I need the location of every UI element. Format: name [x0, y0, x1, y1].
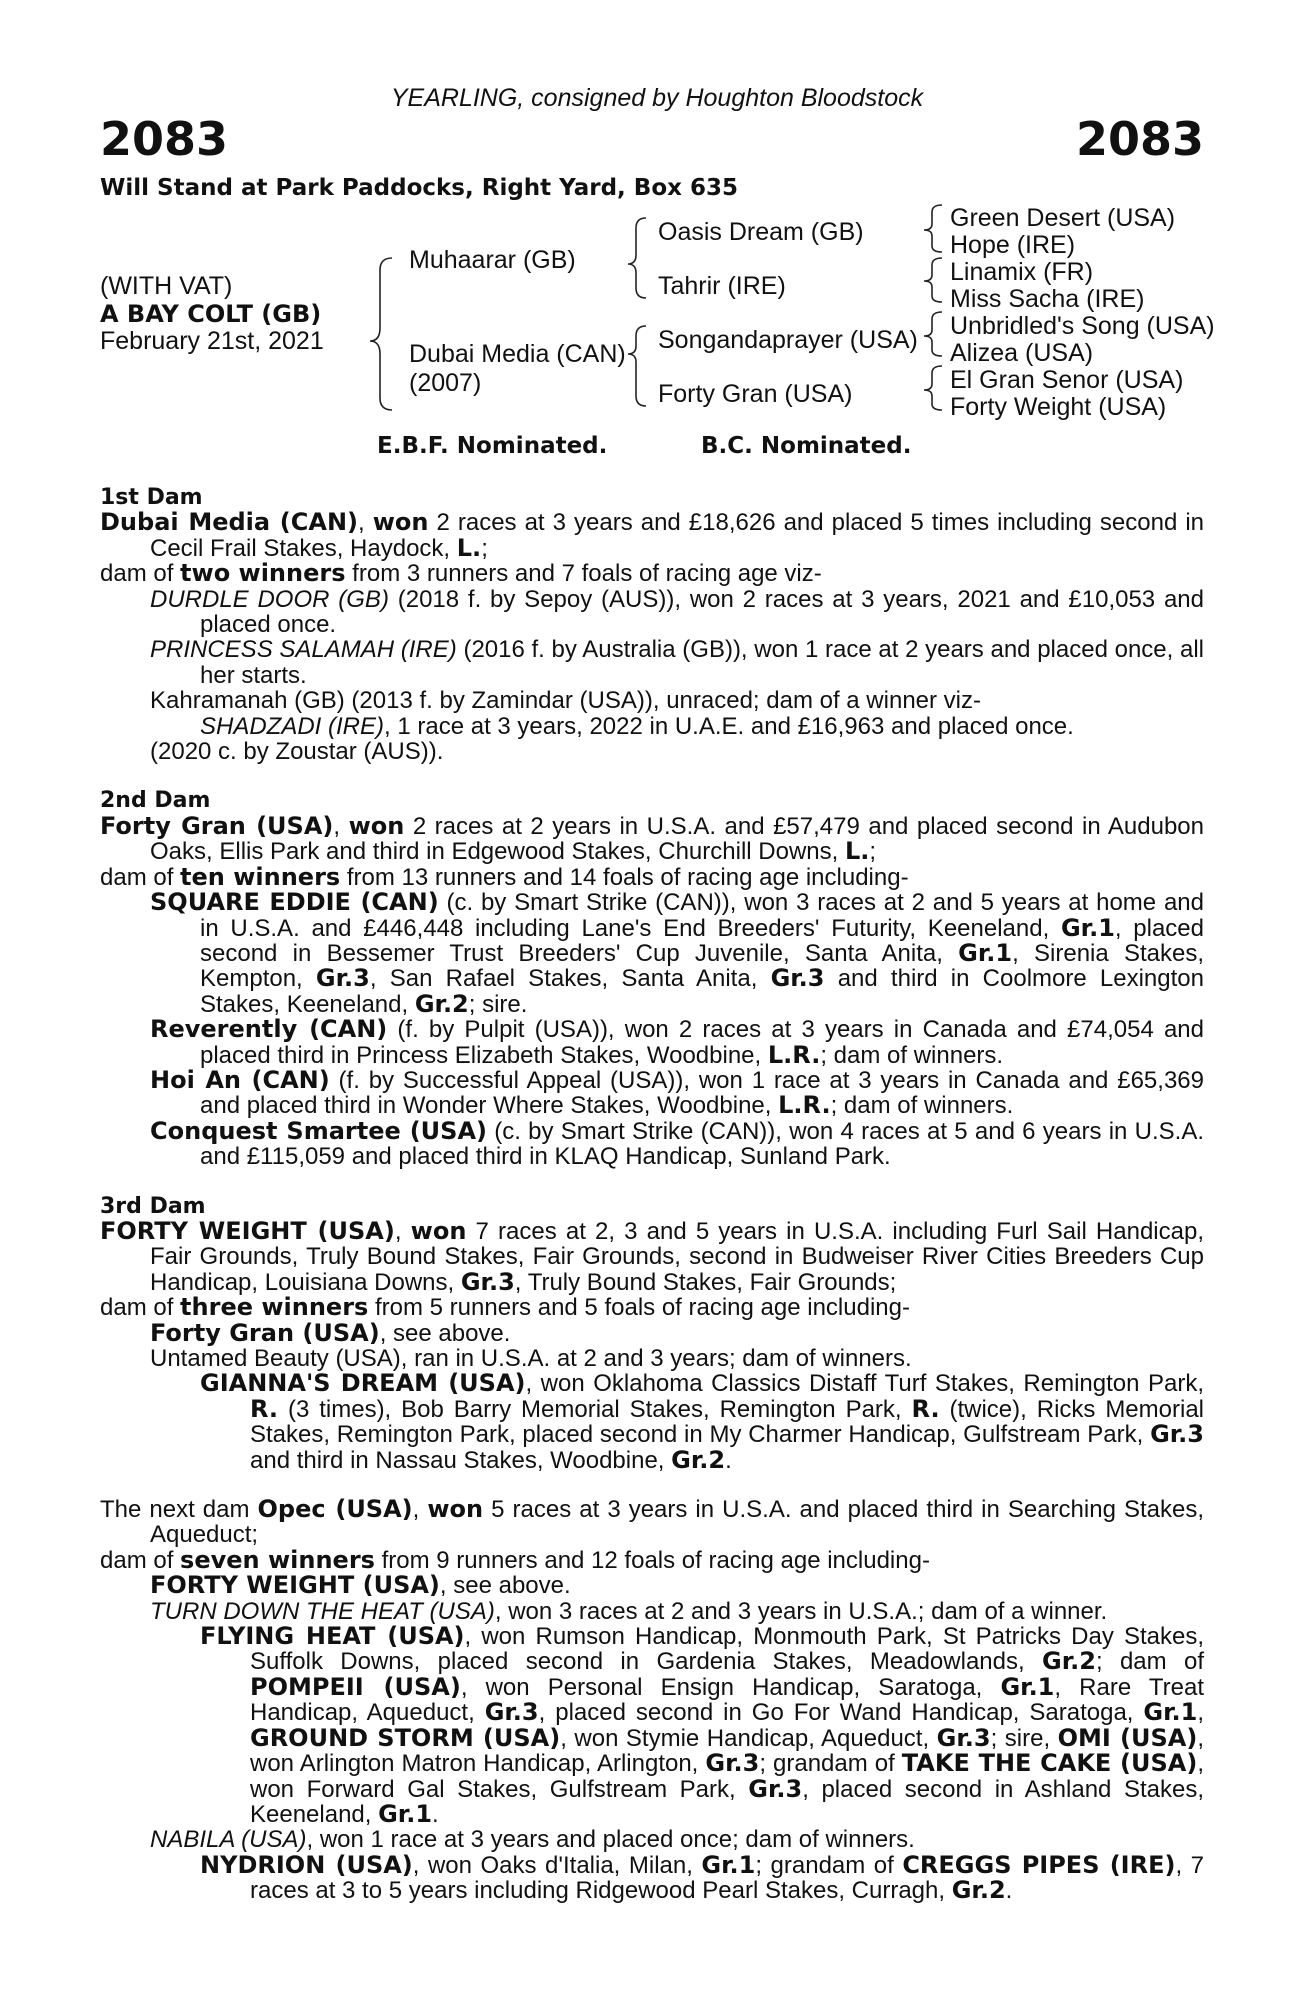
third-dam-name: FORTY WEIGHT (USA) — [100, 1216, 395, 1245]
ancestor-sds: Linamix (FR) — [950, 258, 1094, 286]
produce-entry — [100, 1624, 1204, 1827]
produce-text: , see above. — [439, 1572, 571, 1600]
produce-text: . — [432, 1800, 439, 1828]
winners-count: seven winners — [180, 1545, 375, 1574]
brace-ds — [924, 312, 942, 356]
produce-text: , Rare Treat Handicap, Aqueduct, — [250, 1673, 1205, 1727]
restricted-label: R. — [911, 1394, 940, 1423]
ancestor-sss: Green Desert (USA) — [950, 204, 1176, 232]
produce-entry — [100, 1850, 1204, 1905]
grade-label: Gr.3 — [1150, 1420, 1204, 1449]
grade-label: Gr.3 — [460, 1267, 515, 1296]
ancestor-dss: Unbridled's Song (USA) — [950, 312, 1215, 340]
produce-entry: Kahramanah (GB) (2013 f. by Zamindar (USA)), unraced; dam of a winner viz- — [150, 687, 981, 715]
ancestor-dsd: Alizea (USA) — [950, 339, 1094, 367]
first-dam-record-text: 2 races at 3 years and £18,626 and placed 5 times including second in Cecil Frail Stakes, Haydock, — [150, 509, 1204, 562]
produce-name: CREGGS PIPES (IRE) — [902, 1850, 1176, 1879]
produce-text: ; sire. — [468, 990, 528, 1018]
won-label: won — [348, 811, 405, 840]
bc-nominated: B.C. Nominated. — [701, 433, 912, 459]
dam-of: dam of — [100, 863, 181, 891]
produce-text: (f. by Pulpit (USA)), won 2 races at 3 years in Canada and £74,054 and placed third in Princess Elizabeth Stakes, Woodbine, — [200, 1016, 1204, 1069]
next-dam-record: The next dam Opec (USA), won 5 races at 3 years in U.S.A. and placed third in Searching Stakes, Aqueduct; — [100, 1495, 1204, 1549]
produce-entry — [100, 890, 1204, 1017]
produce-name: SQUARE EDDIE (CAN) — [150, 888, 439, 917]
dam-of: dam of — [100, 1546, 181, 1574]
sire: Muhaarar (GB) — [409, 246, 576, 274]
produce-name: GIANNA'S DREAM (USA) — [200, 1369, 526, 1398]
produce-name: Forty Gran (USA) — [150, 1318, 380, 1347]
lot-number-left: 2083 — [100, 112, 229, 166]
grade-label: Gr.1 — [378, 1799, 433, 1828]
produce-text: , placed second in Go For Wand Handicap, Saratoga, — [538, 1699, 1144, 1727]
record-text: 2 races at 2 years in U.S.A. and £57,479 and placed second in Audubon Oaks, Ellis Park and third in Edgewood Stakes, Churchill Downs, — [150, 812, 1204, 866]
first-dam-name: Dubai Media (CAN) — [100, 508, 359, 537]
produce-text: (f. by Successful Appeal (USA)), won 1 race at 3 years in Canada and £65,369 and placed third in Wonder Where Stakes, Woodbine, — [200, 1066, 1204, 1120]
produce-text: ; grandam of — [759, 1750, 902, 1778]
record-end: ; — [481, 534, 488, 562]
produce-text: . — [725, 1446, 732, 1474]
produce-text: , placed second in Ashland Stakes, Keeneland, — [250, 1775, 1205, 1828]
produce-text: ; dam of winners. — [820, 1041, 1004, 1069]
standing-location: Will Stand at Park Paddocks, Right Yard, Box 635 — [100, 175, 738, 201]
catalogue-body — [100, 485, 1204, 1904]
grade-label: Gr.1 — [1143, 1698, 1198, 1727]
won-label: won — [410, 1216, 467, 1245]
won-label: won — [372, 508, 429, 537]
produce-text: , won Oklahoma Classics Distaff Turf Stakes, Remington Park, — [525, 1370, 1204, 1398]
grade-label: Gr.2 — [671, 1445, 726, 1474]
grade-label: Gr.1 — [701, 1850, 756, 1879]
foaling-date: February 21st, 2021 — [100, 327, 324, 355]
produce-text: (twice), Ricks Memorial Stakes, Remington Park, placed second in My Charmer Handicap, Gulfstream Park, — [250, 1395, 1205, 1449]
dam-of: dam of — [100, 560, 181, 588]
produce-text: , won Stymie Handicap, Aqueduct, — [560, 1724, 937, 1752]
consignment-line: YEARLING, consigned by Houghton Bloodstock — [390, 84, 924, 112]
produce-text: , San Rafael Stakes, Santa Anita, — [369, 965, 771, 993]
listed-label: L. — [456, 533, 482, 562]
ebf-nominated: E.B.F. Nominated. — [377, 433, 608, 459]
produce-text: (3 times), Bob Barry Memorial Stakes, Remington Park, — [278, 1395, 912, 1423]
produce-text: ; grandam of — [755, 1851, 903, 1879]
produce-entry — [100, 1599, 1204, 1624]
third-dam-produce-summary — [100, 1295, 1204, 1320]
dam-dam: Forty Gran (USA) — [658, 380, 853, 408]
foals-summary: from 5 runners and 5 foals of racing age including- — [368, 1294, 910, 1322]
produce-text: , won Personal Ensign Handicap, Saratoga, — [460, 1673, 1001, 1701]
produce-text: , 1 race at 3 years, 2022 in U.A.E. and £16,963 and placed once. — [384, 712, 1074, 740]
produce-name: TAKE THE CAKE (USA) — [901, 1749, 1198, 1778]
produce-text: , — [1197, 1699, 1204, 1727]
winners-count: ten winners — [180, 862, 341, 891]
produce-entry — [100, 1371, 1204, 1473]
listed-label: L.R. — [778, 1091, 831, 1120]
produce-entry — [100, 714, 1204, 739]
produce-name: FLYING HEAT (USA) — [200, 1622, 465, 1651]
produce-text: , see above. — [379, 1319, 511, 1347]
second-dam-record: Forty Gran (USA), won 2 races at 2 years in U.S.A. and £57,479 and placed second in Audubon Oaks, Ellis Park and third in Edgewood Stakes, Churchill Downs, L.; — [100, 811, 1204, 866]
produce-text: and third in Coolmore Lexington Stakes, Keeneland, — [200, 965, 1204, 1018]
dam-of: dam of — [100, 1294, 181, 1322]
grade-label: Gr.3 — [315, 964, 370, 993]
produce-name: SHADZADI (IRE) — [200, 712, 385, 740]
first-dam-heading: 1st Dam — [100, 485, 203, 510]
produce-name: GROUND STORM (USA) — [250, 1723, 561, 1752]
produce-name: POMPEII (USA) — [250, 1672, 461, 1701]
produce-text: ; sire, — [990, 1724, 1058, 1752]
produce-entry: (2020 c. by Zoustar (AUS)). — [150, 738, 444, 766]
produce-name: DURDLE DOOR (GB) — [150, 585, 389, 613]
foals-summary: from 3 runners and 7 foals of racing age viz- — [345, 560, 822, 588]
brace-main — [370, 258, 392, 410]
winners-count: three winners — [180, 1293, 369, 1322]
second-dam-produce-summary — [100, 862, 1204, 891]
won-label: won — [427, 1495, 484, 1524]
grade-label: Gr.3 — [705, 1749, 760, 1778]
winners-count: two winners — [180, 559, 346, 588]
brace-ss — [924, 205, 942, 252]
next-dam-intro: The next dam — [100, 1496, 258, 1524]
ancestor-dds: El Gran Senor (USA) — [950, 366, 1184, 394]
produce-name: Hoi An (CAN) — [150, 1065, 330, 1094]
grade-label: Gr.1 — [958, 938, 1013, 967]
produce-text: . — [1005, 1877, 1013, 1905]
brace-sd — [924, 258, 942, 302]
produce-text: , 7 races at 3 to 5 years including Ridgewood Pearl Stakes, Curragh, — [250, 1851, 1204, 1905]
ancestor-ddd: Forty Weight (USA) — [950, 393, 1167, 421]
next-dam-name: Opec (USA) — [257, 1495, 413, 1524]
produce-text: (c. by Smart Strike (CAN)), won 3 races at 2 and 5 years at home and in U.S.A. and £446,448 including Lane's End Breeders' Futurity, Keeneland, — [200, 889, 1204, 942]
produce-entry — [100, 1318, 1204, 1347]
produce-name: NABILA (USA) — [150, 1826, 307, 1854]
lot-name: A BAY COLT (GB) — [100, 300, 322, 328]
produce-text: ; dam of — [1095, 1648, 1204, 1676]
grade-label: Gr.3 — [936, 1723, 991, 1752]
dam: Dubai Media (CAN) — [409, 340, 626, 368]
produce-text: , won Forward Gal Stakes, Gulfstream Park, — [250, 1750, 1204, 1803]
produce-text: and third in Nassau Stakes, Woodbine, — [250, 1446, 672, 1474]
produce-entry — [100, 1065, 1204, 1120]
produce-name: NYDRION (USA) — [200, 1850, 413, 1879]
produce-entry — [100, 587, 1204, 638]
first-dam-record: Dubai Media (CAN), won 2 races at 3 years and £18,626 and placed 5 times including second in Cecil Frail Stakes, Haydock, L.; — [100, 508, 1204, 562]
second-dam-heading: 2nd Dam — [100, 788, 211, 814]
produce-text: , won 1 race at 3 years and placed once; dam of winners. — [306, 1826, 915, 1854]
grade-label: Gr.2 — [951, 1876, 1006, 1905]
second-dam-name: Forty Gran (USA) — [100, 811, 334, 840]
produce-text: ; dam of winners. — [830, 1092, 1014, 1120]
listed-label: L. — [844, 837, 870, 866]
grade-label: Gr.2 — [414, 989, 469, 1018]
grade-label: Gr.3 — [484, 1698, 539, 1727]
restricted-label: R. — [250, 1394, 279, 1423]
grade-label: Gr.1 — [1060, 913, 1115, 942]
sire-dam: Tahrir (IRE) — [658, 272, 786, 300]
sire-sire: Oasis Dream (GB) — [658, 218, 864, 246]
produce-text: , Sirenia Stakes, Kempton, — [200, 939, 1204, 993]
produce-entry — [100, 1017, 1204, 1068]
next-dam-produce-summary — [100, 1545, 1204, 1574]
produce-name: PRINCESS SALAMAH (IRE) — [150, 636, 457, 664]
produce-name: TURN DOWN THE HEAT (USA) — [150, 1597, 495, 1625]
foals-summary: from 9 runners and 12 foals of racing age including- — [374, 1546, 930, 1574]
produce-name: Conquest Smartee (USA) — [150, 1116, 488, 1145]
produce-text: , won 3 races at 2 and 3 years in U.S.A.; dam of a winner. — [494, 1597, 1108, 1625]
grade-label: Gr.3 — [748, 1774, 803, 1803]
brace-dam — [628, 326, 646, 406]
produce-entry — [100, 637, 1204, 688]
produce-entry — [100, 1116, 1205, 1171]
grade-label: Gr.1 — [1000, 1672, 1055, 1701]
record-text: , Truly Bound Stakes, Fair Grounds; — [514, 1268, 897, 1296]
dam-year: (2007) — [409, 369, 482, 397]
dam-sire: Songandaprayer (USA) — [658, 326, 918, 354]
third-dam-heading: 3rd Dam — [100, 1193, 206, 1219]
produce-name: FORTY WEIGHT (USA) — [150, 1571, 440, 1600]
record-end: ; — [869, 838, 877, 866]
lot-number-right: 2083 — [1075, 112, 1204, 166]
produce-text: , won Rumson Handicap, Monmouth Park, St Patricks Day Stakes, Suffolk Downs, placed second in Gardenia Stakes, Meadowlands, — [250, 1623, 1204, 1676]
record-text: 7 races at 2, 3 and 5 years in U.S.A. including Furl Sail Handicap, Fair Grounds, Truly Bound Stakes, Fair Grounds, second in Budweiser River Cities Breeders Cup Handicap, Louisiana Downs, — [150, 1217, 1204, 1296]
produce-entry: Untamed Beauty (USA), ran in U.S.A. at 2 and 3 years; dam of winners. — [150, 1345, 912, 1372]
foals-summary: from 13 runners and 14 foals of racing age including- — [340, 863, 909, 891]
grade-label: Gr.3 — [770, 964, 825, 993]
listed-label: L.R. — [767, 1040, 821, 1069]
produce-entry — [100, 1573, 1204, 1598]
third-dam-record: FORTY WEIGHT (USA), won 7 races at 2, 3 and 5 years in U.S.A. including Furl Sail Handicap, Fair Grounds, Truly Bound Stakes, Fair Grounds, second in Budweiser River Cities Breeders Cup Handicap, Louisiana Downs, Gr.3, Truly Bound Stakes, Fair Grounds; — [100, 1216, 1204, 1296]
ancestor-sdd: Miss Sacha (IRE) — [950, 285, 1145, 313]
produce-name: Reverently (CAN) — [150, 1015, 388, 1044]
produce-text: , won Oaks d'Italia, Milan, — [412, 1851, 702, 1879]
brace-dd — [924, 366, 942, 410]
brace-sire — [628, 218, 646, 298]
produce-text: (2016 f. by Australia (GB)), won 1 race at 2 years and placed once, all her starts. — [200, 636, 1205, 689]
produce-text: , placed second in Bessemer Trust Breeders' Cup Juvenile, Santa Anita, — [200, 914, 1205, 967]
produce-entry — [100, 1827, 1204, 1852]
record-text: 5 races at 3 years in U.S.A. and placed third in Searching Stakes, Aqueduct; — [150, 1496, 1204, 1549]
grade-label: Gr.2 — [1042, 1647, 1096, 1676]
produce-name: OMI (USA) — [1057, 1723, 1198, 1752]
pedigree-vat: (WITH VAT) — [100, 272, 233, 300]
first-dam-produce-summary — [100, 561, 1204, 586]
produce-text: , won Arlington Matron Handicap, Arlington, — [250, 1724, 1205, 1778]
produce-text: (2018 f. by Sepoy (AUS)), won 2 races at 3 years, 2021 and £10,053 and placed once. — [200, 585, 1204, 639]
produce-text: (c. by Smart Strike (CAN)), won 4 races at 5 and 6 years in U.S.A. and £115,059 and placed third in KLAQ Handicap, Sunland Park. — [200, 1117, 1205, 1171]
ancestor-ssd: Hope (IRE) — [950, 231, 1076, 259]
